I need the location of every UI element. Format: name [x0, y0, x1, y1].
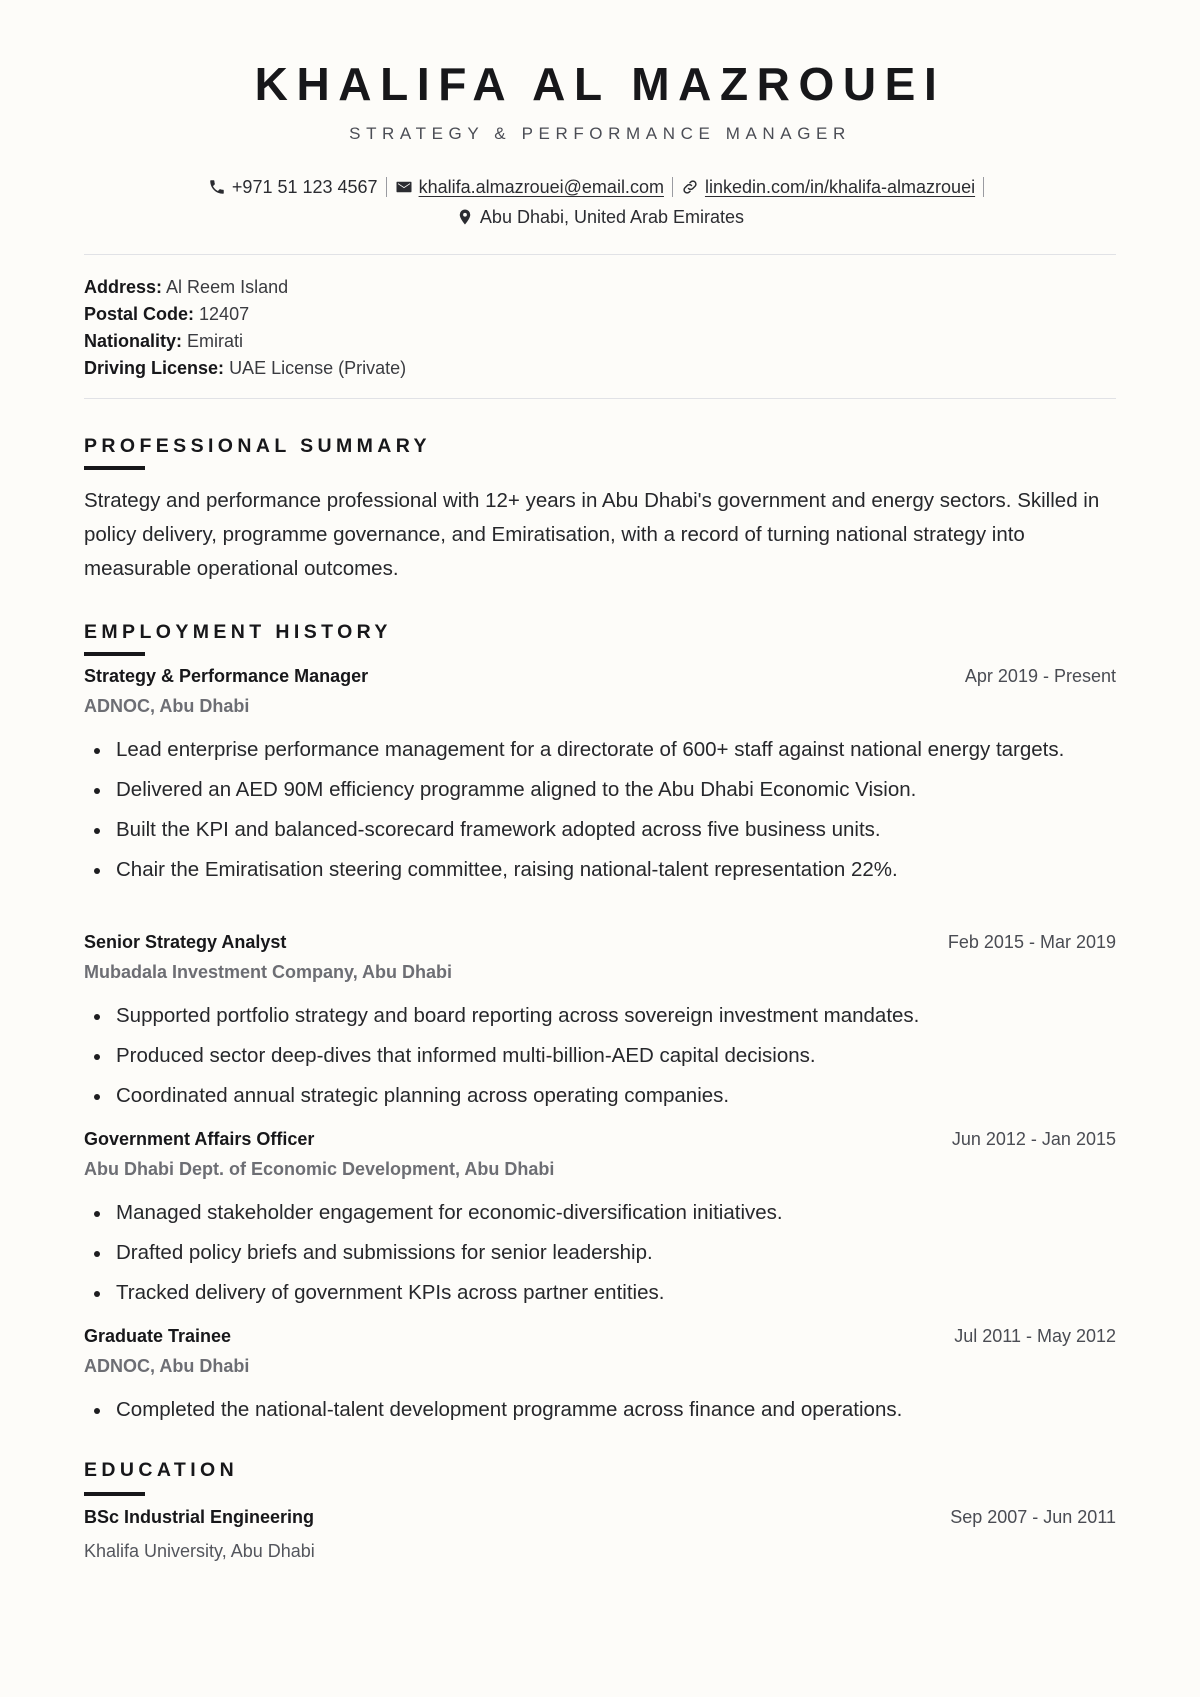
- email-link[interactable]: khalifa.almazrouei@email.com: [418, 177, 664, 197]
- job-date: Apr 2019 - Present: [964, 666, 1116, 686]
- personal-details: [84, 274, 406, 382]
- list-item: Built the KPI and balanced-scorecard framework adopted across five business units.: [84, 813, 1116, 847]
- separator: [983, 177, 984, 197]
- job-title: Strategy & Performance Manager: [84, 666, 369, 686]
- job-entry: [84, 1326, 1116, 1433]
- contact-linkedin[interactable]: [681, 176, 975, 198]
- detail-postal-code: Postal Code: 12407: [84, 304, 250, 324]
- job-date: Feb 2015 - Mar 2019: [947, 932, 1116, 952]
- list-item: Supported portfolio strategy and board reporting across sovereign investment mandates.: [84, 999, 1116, 1033]
- degree-title: BSc Industrial Engineering: [84, 1507, 315, 1527]
- job-entry: [84, 932, 1116, 1119]
- heading-underline: [84, 1492, 145, 1496]
- job-bullets: [84, 1393, 1116, 1427]
- summary-heading: PROFESSIONAL SUMMARY: [84, 435, 431, 457]
- list-item: Managed stakeholder engagement for economic-diversification initiatives.: [84, 1196, 1116, 1230]
- detail-nationality: Nationality: Emirati: [84, 331, 244, 351]
- location-row: [0, 206, 1200, 228]
- detail-driving-license: Driving License: UAE License (Private): [84, 358, 407, 378]
- phone-icon: [208, 178, 226, 196]
- job-bullets: [84, 999, 1116, 1113]
- job-date: Jun 2012 - Jan 2015: [951, 1129, 1116, 1149]
- contact-email[interactable]: [395, 176, 664, 198]
- heading-underline: [84, 652, 145, 656]
- contact-row: [0, 176, 1200, 198]
- heading-underline: [84, 466, 145, 470]
- location-text: Abu Dhabi, United Arab Emirates: [479, 207, 745, 227]
- job-title: Senior Strategy Analyst: [84, 932, 287, 952]
- list-item: Produced sector deep-dives that informed multi-billion-AED capital decisions.: [84, 1039, 1116, 1073]
- summary-text: Strategy and performance professional with 12+ years in Abu Dhabi's government and energy sectors. Skilled in policy delivery, programme governance, and Emiratisation, with a record of turning national strategy into measurable operational outcomes.: [84, 489, 1100, 580]
- envelope-icon: [395, 178, 413, 196]
- list-item: Delivered an AED 90M efficiency programme aligned to the Abu Dhabi Economic Vision.: [84, 773, 1116, 807]
- job-bullets: [84, 733, 1116, 887]
- job-title: Government Affairs Officer: [84, 1129, 315, 1149]
- job-employer: Abu Dhabi Dept. of Economic Development, Abu Dhabi: [84, 1159, 555, 1179]
- job-bullets: [84, 1196, 1116, 1310]
- divider: [84, 254, 1116, 255]
- education-entry: [84, 1507, 1116, 1564]
- job-employer: ADNOC, Abu Dhabi: [84, 696, 250, 716]
- list-item: Completed the national-talent development programme across finance and operations.: [84, 1393, 1116, 1427]
- candidate-name: KHALIFA AL MAZROUEI: [254, 58, 946, 110]
- job-employer: ADNOC, Abu Dhabi: [84, 1356, 250, 1376]
- job-title: Graduate Trainee: [84, 1326, 232, 1346]
- link-icon: [681, 178, 699, 196]
- list-item: Tracked delivery of government KPIs across partner entities.: [84, 1276, 1116, 1310]
- job-date: Jul 2011 - May 2012: [954, 1326, 1116, 1346]
- education-heading: EDUCATION: [84, 1459, 239, 1481]
- list-item: Drafted policy briefs and submissions for senior leadership.: [84, 1236, 1116, 1270]
- linkedin-link[interactable]: linkedin.com/in/khalifa-almazrouei: [704, 177, 976, 197]
- detail-address: Address: Al Reem Island: [84, 277, 289, 297]
- map-pin-icon: [456, 208, 474, 226]
- list-item: Lead enterprise performance management for a directorate of 600+ staff against national energy targets.: [84, 733, 1116, 767]
- list-item: Coordinated annual strategic planning across operating companies.: [84, 1079, 1116, 1113]
- job-headline: STRATEGY & PERFORMANCE MANAGER: [349, 124, 851, 143]
- separator: [386, 177, 387, 197]
- job-entry: [84, 666, 1116, 893]
- job-entry: [84, 1129, 1116, 1316]
- separator: [672, 177, 673, 197]
- list-item: Chair the Emiratisation steering committee, raising national-talent representation 22%.: [84, 853, 1116, 887]
- employment-heading: EMPLOYMENT HISTORY: [84, 621, 392, 643]
- contact-phone[interactable]: [208, 176, 378, 198]
- school-name: Khalifa University, Abu Dhabi: [84, 1541, 315, 1561]
- contact-location: [456, 206, 744, 228]
- education-date: Sep 2007 - Jun 2011: [950, 1507, 1116, 1527]
- job-employer: Mubadala Investment Company, Abu Dhabi: [84, 962, 453, 982]
- phone-text: +971 51 123 4567: [231, 177, 378, 197]
- divider: [84, 398, 1116, 399]
